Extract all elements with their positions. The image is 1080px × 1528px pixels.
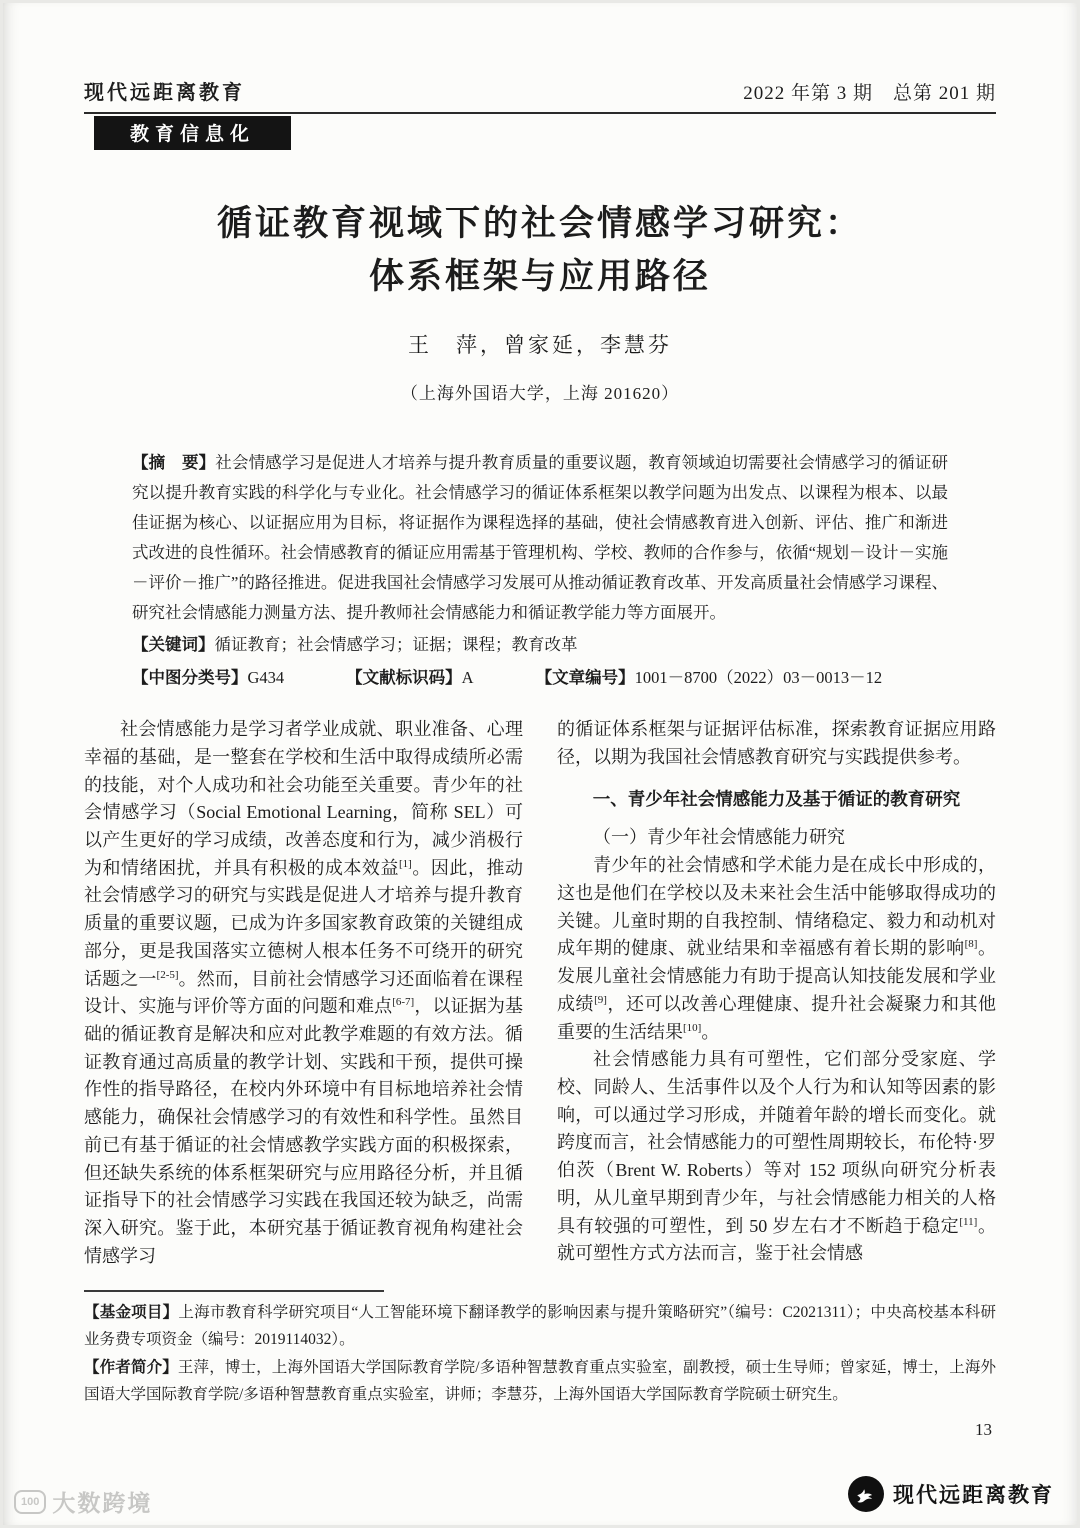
article-title-line1: 循证教育视域下的社会情感学习研究： <box>216 204 863 243</box>
doc-code <box>346 664 473 688</box>
watermark-left <box>14 1485 152 1518</box>
authors: 王 萍，曾家延，李慧芬 <box>408 333 672 357</box>
article-title <box>84 198 996 303</box>
keywords-label: 【关键词】 <box>132 636 215 655</box>
body-columns <box>84 716 996 1270</box>
section-subheading: （一）青少年社会情感能力研究 <box>593 827 845 848</box>
abstract-label: 【摘 要】 <box>132 454 216 472</box>
journal-brand-label: 现代远距离教育 <box>893 1484 1054 1507</box>
section-tag: 教育信息化 <box>94 116 291 150</box>
clc-number <box>132 664 284 688</box>
footnote-bio <box>84 1355 996 1408</box>
affiliation: （上海外国语大学，上海 201620） <box>400 384 680 403</box>
clc-value: G434 <box>247 668 285 688</box>
keywords-text: 循证教育；社会情感学习；证据；课程；教育改革 <box>214 635 578 655</box>
footnote-fund-text: 上海市教育科学研究项目“人工智能环境下翻译教学的影响因素与提升策略研究”（编号：C2021311）；中央高校基本科研业务费专项资金（编号：2019114032）。 <box>84 1304 996 1348</box>
footnote-fund <box>84 1300 996 1353</box>
abstract-text: 社会情感学习是促进人才培养与提升教育质量的重要议题，教育领域迫切需要社会情感学习的循证研究以提升教育实践的科学化与专业化。社会情感学习的循证体系框架以教学问题为出发点、以课程为根本、以最佳证据为核心、以证据应用为目标，将证据作为课程选择的基础，使社会情感教育进入创新、评估、推广和渐进式改进的良性循环。社会情感教育的循证应用需基于管理机构、学校、教师的合作参与，依循“规划－设计－实施－评价－推广”的路径推进。促进我国社会情感学习发展可从推动循证教育改革、开发高质量社会情感学习课程、研究社会情感能力测量方法、提升教师社会情感能力和循证教学能力等方面展开。 <box>132 453 948 623</box>
body-paragraph: 社会情感能力是学习者学业成就、职业准备、心理幸福的基础，是一整套在学校和生活中取得成绩所必需的技能，对个人成功和社会功能至关重要。青少年的社会情感学习（Social Emotional Learning，简称 SEL）可以产生更好的学习成绩，改善态度和行为，减少消极行为和情绪困扰，并具有积极的成本效益[1]。因此，推动社会情感学习的研究与实践是促进人才培养与提升教育质量的重要议题，已成为许多国家教育政策的关键组成部分，更是我国落实立德树人根本任务不可绕开的研究话题之一[2-5]。然而，目前社会情感学习还面临着在课程设计、实施与评价等方面的问题和难点[6-7]，以证据为基础的循证教育是解决和应对此教学难题的有效方法。循证教育通过高质量的教学计划、实践和干预，提供可操作性的指导路径，在校内外环境中有目标地培养社会情感能力，确保社会情感学习的有效性和科学性。虽然目前已有基于循证的社会情感教学实践方面的积极探索，但还缺失系统的体系框架研究与应用路径分析，并且循证指导下的社会情感学习实践在我国还较为缺乏，尚需深入研究。鉴于此，本研究基于循证教育视角构建社会情感学习 <box>84 719 524 1266</box>
doc-code-value: A <box>461 668 474 688</box>
bird-icon <box>848 1476 884 1512</box>
article-id-value: 1001－8700（2022）03－0013－12 <box>634 668 883 688</box>
page-header <box>84 76 996 105</box>
abstract <box>132 448 948 628</box>
section-heading: 一、青少年社会情感能力及基于循证的教育研究 <box>592 788 961 809</box>
journal-brand <box>848 1476 1054 1512</box>
page-number: 13 <box>975 1419 992 1439</box>
right-column <box>557 716 996 1270</box>
body-paragraph: 社会情感能力具有可塑性，它们部分受家庭、学校、同龄人、生活事件以及个人行为和认知等因素的影响，可以通过学习形成，并随着年龄的增长而变化。就跨度而言，社会情感能力的可塑性周期较长，布伦特·罗伯茨（Brent W. Roberts）等对 152 项纵向研究分析表明，从儿童早期到青少年，与社会情感能力相关的人格具有较强的可塑性，到 50 岁左右才不断趋于稳定[11]。就可塑性方式方法而言，鉴于社会情感 <box>557 1049 997 1264</box>
watermark-logo-icon: 100 <box>14 1490 46 1514</box>
classification-line <box>132 664 948 688</box>
footnote-bio-label: 【作者简介】 <box>84 1359 178 1377</box>
footnote-fund-label: 【基金项目】 <box>84 1304 179 1322</box>
body-paragraph: 的循证体系框架与证据评估标准，探索教育证据应用路径，以期为我国社会情感教育研究与实践提供参考。 <box>557 719 996 767</box>
watermark-left-label: 大数跨境 <box>52 1490 153 1516</box>
body-paragraph: 青少年的社会情感和学术能力是在成长中形成的，这也是他们在学校以及未来社会生活中能够取得成功的关键。儿童时期的自我控制、情绪稳定、毅力和动机对成年期的健康、就业结果和幸福感有着长期的影响[8]。发展儿童社会情感能力有助于提高认知技能发展和学业成绩[9]，还可以改善心理健康、提升社会凝聚力和其他重要的生活结果[10]。 <box>557 855 997 1042</box>
footnotes <box>84 1300 996 1407</box>
journal-name: 现代远距离教育 <box>84 82 245 104</box>
footnote-divider <box>84 1290 384 1292</box>
article-id <box>536 664 883 688</box>
issue-info: 2022 年第 3 期 总第 201 期 <box>743 83 996 104</box>
clc-label: 【中图分类号】 <box>132 669 248 688</box>
left-column <box>84 716 523 1270</box>
keywords <box>132 630 948 660</box>
article-title-line2: 体系框架与应用路径 <box>368 256 711 296</box>
article-id-label: 【文章编号】 <box>535 669 635 688</box>
doc-code-label: 【文献标识码】 <box>346 669 462 688</box>
footnote-bio-text: 王萍，博士，上海外国语大学国际教育学院/多语种智慧教育重点实验室，副教授，硕士生导师；曾家延，博士，上海外国语大学国际教育学院/多语种智慧教育重点实验室，讲师；李慧芬，上海外国语大学国际教育学院硕士研究生。 <box>84 1359 996 1403</box>
